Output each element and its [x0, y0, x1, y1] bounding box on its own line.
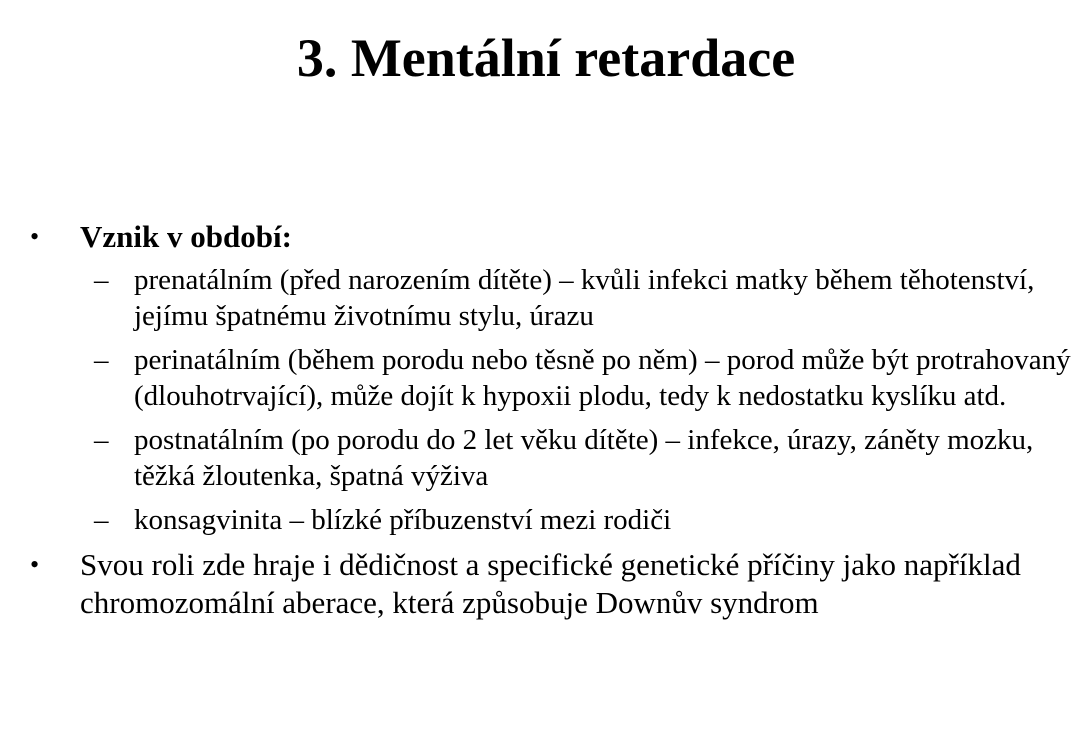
subitem-postnatal: [28, 422, 1078, 494]
subitem-text: postnatálním (po porodu do 2 let věku dítěte) – infekce, úrazy, záněty mozku, těžká žloutenka, špatná výživa: [134, 424, 1034, 492]
slide-content: [28, 218, 1078, 628]
subitem-perinatal: [28, 342, 1078, 414]
dash-marker: –: [94, 504, 109, 536]
dash-marker: –: [94, 264, 109, 296]
dash-marker: –: [94, 424, 109, 456]
bullet-marker: •: [30, 222, 40, 251]
bullet-item-origin-period: [28, 218, 1078, 256]
dash-marker: –: [94, 344, 109, 376]
subitem-text: prenatálním (před narozením dítěte) – kvůli infekci matky během těhotenství, jejímu špatnému životnímu stylu, úrazu: [134, 264, 1035, 332]
slide-title: 3. Mentální retardace: [296, 28, 796, 88]
subitem-consanguinity: [28, 502, 1078, 538]
subitem-prenatal: [28, 262, 1078, 334]
bullet-item-heredity: [28, 546, 1078, 622]
bullet-text: Svou roli zde hraje i dědičnost a specifické genetické příčiny jako například chromozomální aberace, která způsobuje Downův syndrom: [80, 547, 1021, 620]
origin-period-sublist: [28, 262, 1078, 538]
bullet-heading: Vznik v období:: [80, 219, 292, 254]
bullet-marker: •: [30, 550, 40, 579]
subitem-text: perinatálním (během porodu nebo těsně po něm) – porod může být protrahovaný (dlouhotrvající), může dojít k hypoxii plodu, tedy k nedostatku kyslíku atd.: [134, 344, 1071, 412]
subitem-text: konsagvinita – blízké příbuzenství mezi rodiči: [134, 504, 672, 536]
